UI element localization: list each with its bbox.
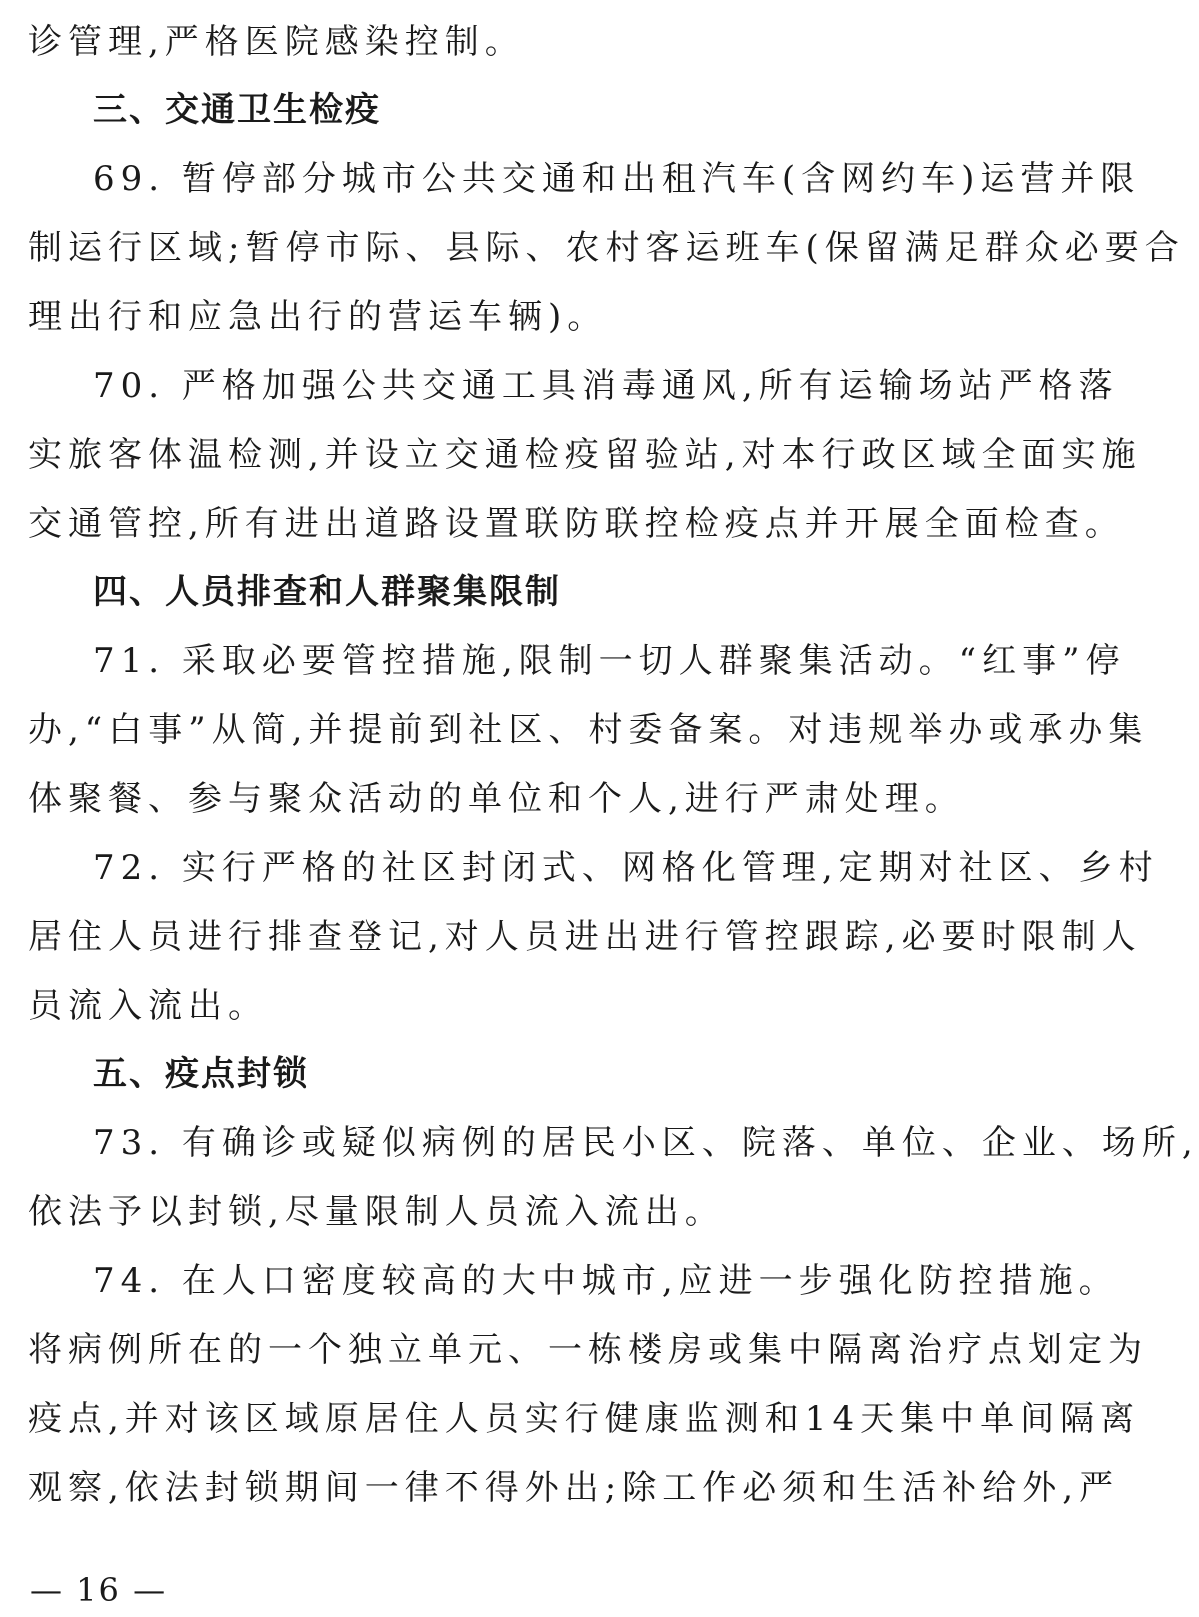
paragraph-line: 交通管控,所有进出道路设置联防联控检疫点并开展全面检查。: [28, 504, 1125, 544]
page-number: — 16 —: [30, 1571, 168, 1609]
section-heading-lockdown: 五、疫点封锁: [93, 1054, 309, 1094]
section-heading-transport: 三、交通卫生检疫: [93, 90, 381, 130]
paragraph-line: 疫点,并对该区域原居住人员实行健康监测和14天集中单间隔离: [28, 1399, 1141, 1439]
paragraph-line: 居住人员进行排查登记,对人员进出进行管控跟踪,必要时限制人: [28, 917, 1142, 957]
paragraph-line: 71. 采取必要管控措施,限制一切人群聚集活动。“红事”停: [93, 641, 1126, 681]
paragraph-line: 理出行和应急出行的营运车辆)。: [28, 297, 608, 337]
paragraph-line: 将病例所在的一个独立单元、一栋楼房或集中隔离治疗点划定为: [28, 1330, 1148, 1370]
paragraph-line: 实旅客体温检测,并设立交通检疫留验站,对本行政区域全面实施: [28, 435, 1142, 475]
paragraph-line: 制运行区域;暂停市际、县际、农村客运班车(保留满足群众必要合: [28, 228, 1185, 268]
paragraph-line: 69. 暂停部分城市公共交通和出租汽车(含网约车)运营并限: [93, 159, 1141, 199]
paragraph-line: 依法予以封锁,尽量限制人员流入流出。: [28, 1192, 725, 1232]
paragraph-line: 诊管理,严格医院感染控制。: [28, 22, 525, 62]
paragraph-line: 员流入流出。: [28, 986, 268, 1026]
paragraph-line: 73. 有确诊或疑似病例的居民小区、院落、单位、企业、场所,: [93, 1123, 1199, 1163]
paragraph-line: 观察,依法封锁期间一律不得外出;除工作必须和生活补给外,严: [28, 1468, 1120, 1508]
paragraph-line: 74. 在人口密度较高的大中城市,应进一步强化防控措施。: [93, 1261, 1119, 1301]
paragraph-line: 体聚餐、参与聚众活动的单位和个人,进行严肃处理。: [28, 779, 965, 819]
paragraph-line: 72. 实行严格的社区封闭式、网格化管理,定期对社区、乡村: [93, 848, 1159, 888]
paragraph-line: 70. 严格加强公共交通工具消毒通风,所有运输场站严格落: [93, 366, 1119, 406]
paragraph-line: 办,“白事”从简,并提前到社区、村委备案。对违规举办或承办集: [28, 710, 1149, 750]
section-heading-screening: 四、人员排查和人群聚集限制: [93, 572, 561, 612]
